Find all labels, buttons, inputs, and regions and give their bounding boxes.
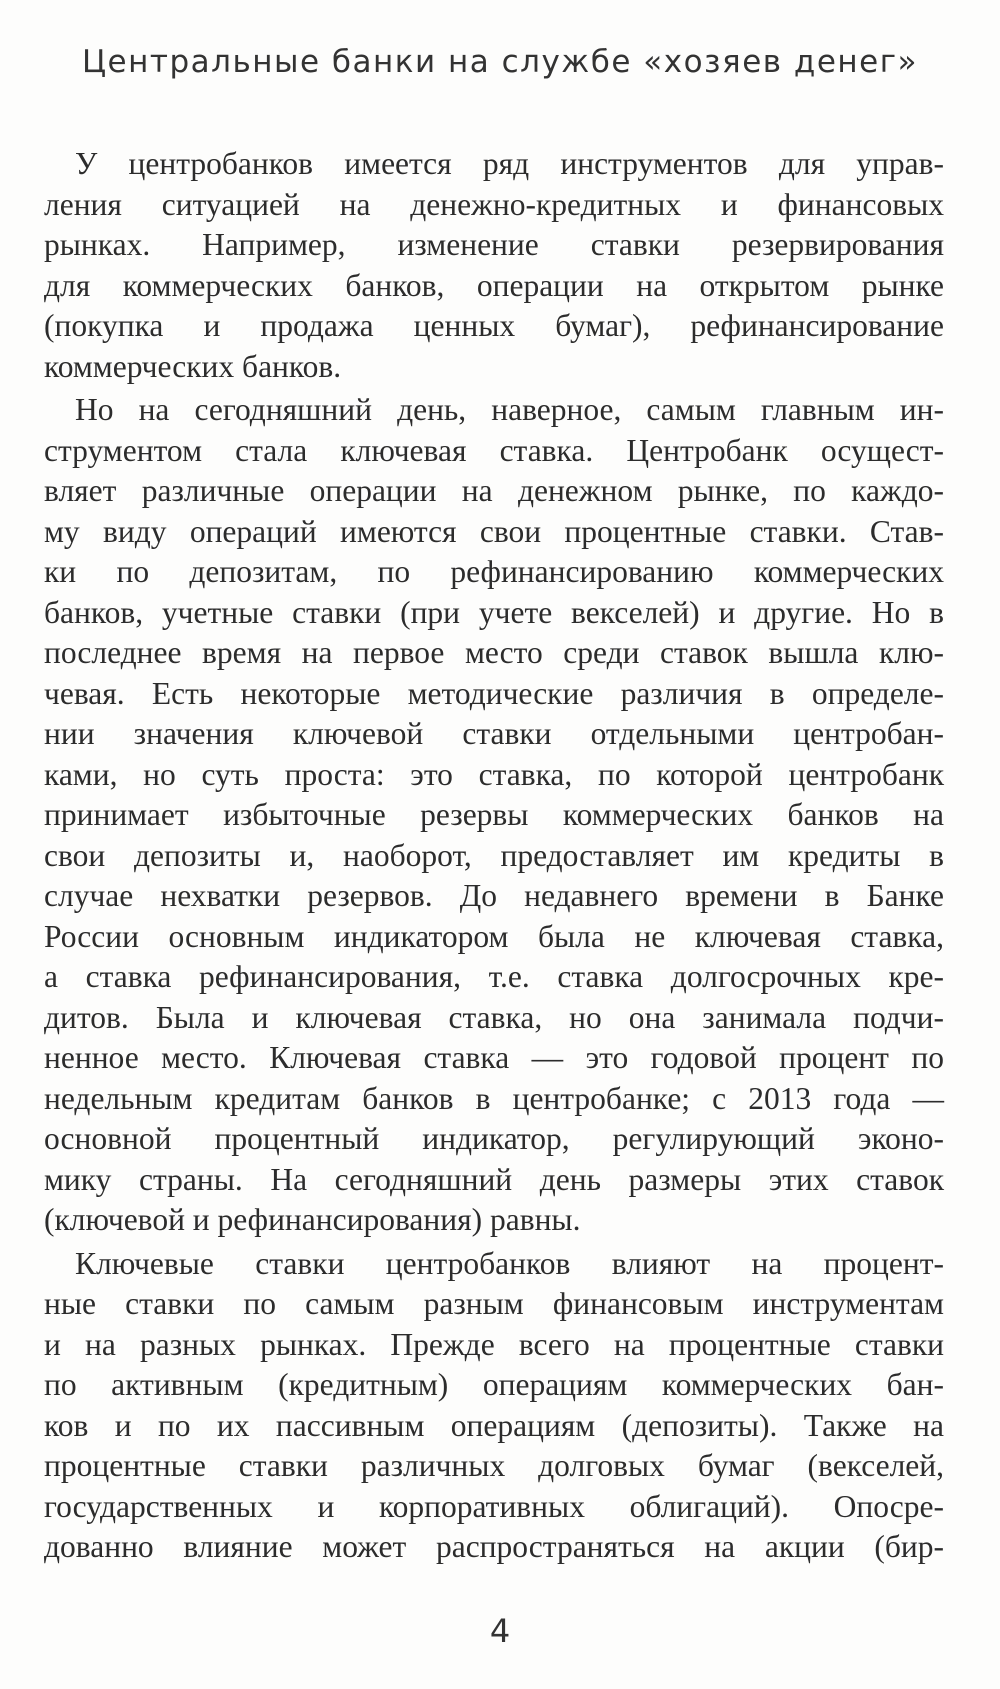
paragraph-line: му виду операций имеются свои процентные ставки. Став- bbox=[44, 513, 944, 549]
paragraph-line: дитов. Была и ключевая ставка, но она занимала подчи- bbox=[44, 999, 944, 1035]
paragraph-line: основной процентный индикатор, регулирующий эконо- bbox=[44, 1121, 944, 1156]
paragraph-line: У центробанков имеется ряд инструментов для управ- bbox=[75, 146, 944, 181]
paragraph-line: ков и по их пассивным операциям (депозиты). Также на bbox=[44, 1407, 944, 1443]
paragraph-line: по активным (кредитным) операциям коммерческих бан- bbox=[44, 1367, 944, 1402]
body-text bbox=[44, 144, 944, 1571]
paragraph-line: (покупка и продажа ценных бумаг), рефинансирование bbox=[44, 308, 944, 343]
paragraph-line: государственных и корпоративных облигаций). Опосре- bbox=[44, 1488, 944, 1524]
paragraph-line: принимает избыточные резервы коммерческих банков на bbox=[44, 797, 944, 832]
running-header-title: Центральные банки на службе «хозяев денег» bbox=[81, 44, 918, 80]
paragraph-line: Но на сегодняшний день, наверное, самым главным ин- bbox=[75, 392, 944, 427]
paragraph-line: и на разных рынках. Прежде всего на процентные ставки bbox=[44, 1326, 944, 1362]
paragraph-line: банков, учетные ставки (при учете векселей) и другие. Но в bbox=[44, 594, 944, 630]
paragraph-line: ки по депозитам, по рефинансированию коммерческих bbox=[44, 554, 944, 589]
paragraph-line: ные ставки по самым разным финансовым инструментам bbox=[44, 1286, 944, 1321]
paragraph-line: чевая. Есть некоторые методические различия в определе- bbox=[44, 675, 944, 711]
paragraph-1 bbox=[44, 144, 944, 387]
paragraph-line: недельным кредитам банков в центробанке; с 2013 года — bbox=[44, 1080, 944, 1116]
paragraph-line: ками, но суть проста: это ставка, по которой центробанк bbox=[44, 756, 944, 792]
paragraph-line: мику страны. На сегодняшний день размеры этих ставок bbox=[44, 1161, 944, 1197]
paragraph-2 bbox=[44, 390, 944, 1241]
paragraph-line: свои депозиты и, наоборот, предоставляет им кредиты в bbox=[44, 837, 944, 873]
page-number: 4 bbox=[489, 1612, 511, 1650]
paragraph-line: вляет различные операции на денежном рынке, по каждо- bbox=[44, 473, 944, 508]
paragraph-line: (ключевой и рефинансирования) равны. bbox=[44, 1202, 581, 1237]
paragraph-3 bbox=[44, 1244, 944, 1568]
paragraph-line: России основным индикатором была не ключевая ставка, bbox=[44, 918, 944, 954]
paragraph-line: процентные ставки различных долговых бумаг (векселей, bbox=[44, 1448, 944, 1483]
paragraph-line: нии значения ключевой ставки отдельными центробан- bbox=[44, 716, 944, 751]
paragraph-line: струментом стала ключевая ставка. Центробанк осущест- bbox=[44, 432, 944, 468]
paragraph-line: а ставка рефинансирования, т.е. ставка долгосрочных кре- bbox=[44, 959, 944, 994]
paragraph-line: дованно влияние может распространяться на акции (бир- bbox=[44, 1529, 944, 1564]
paragraph-line: Ключевые ставки центробанков влияют на процент- bbox=[75, 1245, 944, 1281]
paragraph-line: рынках. Например, изменение ставки резервирования bbox=[44, 227, 944, 262]
paragraph-line: для коммерческих банков, операции на открытом рынке bbox=[44, 267, 944, 303]
paragraph-line: случае нехватки резервов. До недавнего времени в Банке bbox=[44, 878, 944, 913]
paragraph-line: ления ситуацией на денежно-кредитных и финансовых bbox=[44, 186, 944, 222]
paragraph-line: последнее время на первое место среди ставок вышла клю- bbox=[44, 635, 944, 670]
paragraph-line: ненное место. Ключевая ставка — это годовой процент по bbox=[44, 1040, 944, 1075]
paragraph-line: коммерческих банков. bbox=[44, 348, 342, 384]
